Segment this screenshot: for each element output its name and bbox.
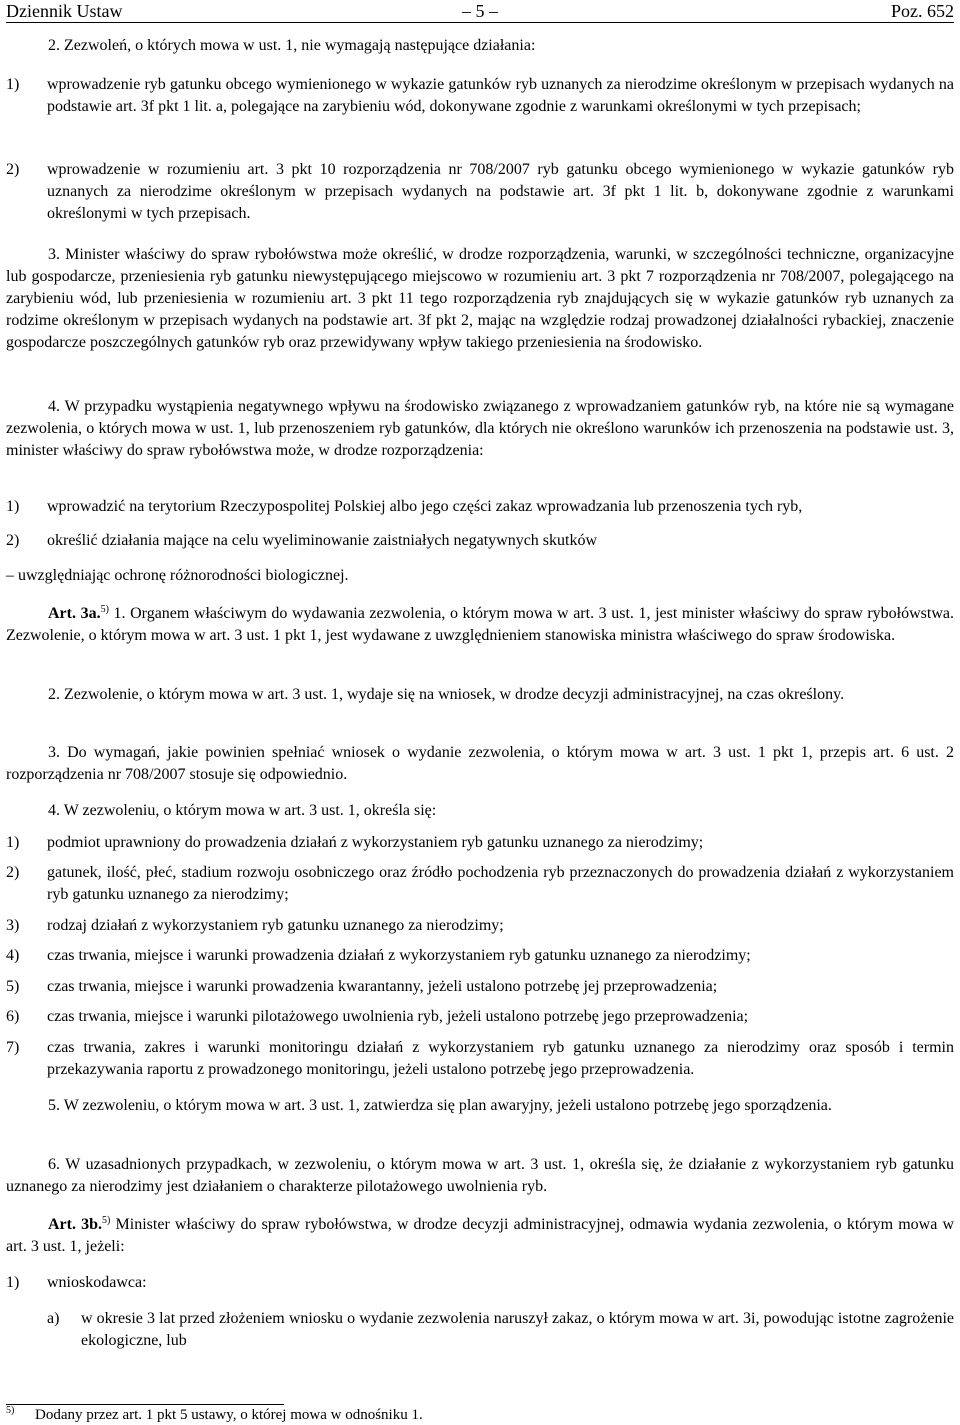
footnote-number: 5) [6,1405,15,1416]
footnote-text: Dodany przez art. 1 pkt 5 ustawy, o której mowa w odnośniku 1. [35,1407,423,1423]
journal-title: Dziennik Ustaw [6,1,123,21]
list-item: 6) czas trwania, miejsce i warunki pilotażowego uwolnienia ryb, jeżeli ustalono potrzebę jego przeprowadzenia; [6,1008,749,1025]
footnote-ref: 5) [102,1215,111,1226]
article-label: Art. 3a. [48,605,101,622]
article-3a-paragraph-1: Art. 3a.$^{5)}$ 1. Organem właściwym do wydawania zezwolenia, o którym mowa w art. 3 ust. 1, jest minister właściwy do spraw rybołówstwa. Zezwolenie, o którym mowa w art. 3 ust. 1 pkt 1, jest wydawane z uwzględnieniem stanowiska ministra właściwego do spraw środowiska. [6,604,954,644]
paragraph-3: 3. Minister właściwy do spraw rybołówstwa może określić, w drodze rozporządzenia, warunki, w szczególności techniczne, organizacyjne lub gospodarcze, przeniesienia ryb gatunku niewystępującego miejscowo w rozumieniu art. 3 pkt 7 rozporządzenia nr 708/2007, polegającego na zarybieniu wód, lub przeniesienia w rozumieniu art. 3 pkt 11 tego rozporządzenia ryb znajdujących się w wykazie gatunków ryb uznanych za rodzime określonym w przepisach wydanych na podstawie art. 3f pkt 2, mając na względzie rodzaj prowadzonej działalności rybackiej, znaczenie gospodarcze poszczególnych gatunków ryb oraz przewidywany wpływ takiego przeniesienia na środowisko. [6,246,954,351]
list-item: 2) określić działania mające na celu wyeliminowanie zaistniałych negatywnych skutków [6,532,598,549]
article-3a-paragraph-6: 6. W uzasadnionych przypadkach, w zezwoleniu, o którym mowa w art. 3 ust. 1, określa się, że działanie z wykorzystaniem ryb gatunku uznanego za nierodzimy jest działaniem o charakterze pilotażowego uwolnienia ryb. [6,1156,954,1195]
list-item: 1) wnioskodawca: [6,1274,147,1291]
list-item: 2) gatunek, ilość, płeć, stadium rozwoju osobniczego oraz źródło pochodzenia ryb przeznaczonych do prowadzenia działań z wykorzystaniem ryb gatunku uznanego za nierodzimy; [6,864,954,903]
sub-list-item: a) w okresie 3 lat przed złożeniem wniosku o wydanie zezwolenia naruszył zakaz, o którym mowa w art. 3i, powodując istotne zagrożenie ekologiczne, lub [47,1310,954,1349]
article-3b: Art. 3b.$^{5)}$ Minister właściwy do spraw rybołówstwa, w drodze decyzji administracyjnej, odmawia wydania zezwolenia, o którym mowa w art. 3 ust. 1, jeżeli: [6,1215,954,1255]
article-3a-paragraph-5: 5. W zezwoleniu, o którym mowa w art. 3 ust. 1, zatwierdza się plan awaryjny, jeżeli ustalono potrzebę jego sporządzenia. [48,1097,832,1114]
article-label: Art. 3b. [48,1216,103,1233]
list-item: 4) czas trwania, miejsce i warunki prowadzenia działań z wykorzystaniem ryb gatunku uznanego za nierodzimy; [6,947,751,964]
paragraph-4: 4. W przypadku wystąpienia negatywnego wpływu na środowisko związanego z wprowadzaniem gatunków ryb, na które nie są wymagane zezwolenia, o których mowa w ust. 1, lub przenoszeniem ryb gatunków, dla których nie określono warunków ich przenoszenia na podstawie ust. 3, minister właściwy do spraw rybołówstwa może, w drodze rozporządzenia: [6,398,954,459]
article-3a-paragraph-3: 3. Do wymagań, jakie powinien spełniać wniosek o wydanie zezwolenia, o którym mowa w art. 3 ust. 1 pkt 1, przepis art. 6 ust. 2 rozporządzenia nr 708/2007 stosuje się odpowiednio. [6,744,954,783]
position-number: Poz. 652 [891,1,954,21]
page-number: – 5 – [462,1,498,21]
paragraph-2-intro: 2. Zezwoleń, o których mowa w ust. 1, nie wymagają następujące działania: [48,37,536,54]
footnote-ref: 5) [100,604,109,615]
list-item: 3) rodzaj działań z wykorzystaniem ryb gatunku uznanego za nierodzimy; [6,917,504,934]
page-header [6,0,954,23]
list-item: 7) czas trwania, zakres i warunki monitoringu działań z wykorzystaniem ryb gatunku uznanego za nierodzimy oraz sposób i termin przekazywania raportu z prowadzonego monitoringu, jeżeli ustalono potrzebę jego przeprowadzenia. [6,1039,954,1078]
paragraph-4-closing: – uwzględniając ochronę różnorodności biologicznej. [6,567,349,584]
list-item: 1) wprowadzić na terytorium Rzeczypospolitej Polskiej albo jego części zakaz wprowadzania lub przenoszenia tych ryb, [6,498,803,515]
list-item: 1) wprowadzenie ryb gatunku obcego wymienionego w wykazie gatunków ryb uznanych za nierodzime określonym w przepisach wydanych na podstawie art. 3f pkt 1 lit. a, polegające na zarybieniu wód, dokonywane zgodnie z warunkami określonymi w tych przepisach; [6,76,954,115]
list-item: 2) wprowadzenie w rozumieniu art. 3 pkt 10 rozporządzenia nr 708/2007 ryb gatunku obcego wymienionego w wykazie gatunków ryb uznanych za nierodzime określonym w przepisach wydanych na podstawie art. 3f pkt 1 lit. b, dokonywane zgodnie z warunkami określonymi w tych przepisach. [6,161,954,222]
list-item: 1) podmiot uprawniony do prowadzenia działań z wykorzystaniem ryb gatunku uznanego za nierodzimy; [6,834,704,851]
list-item: 5) czas trwania, miejsce i warunki prowadzenia kwarantanny, jeżeli ustalono potrzebę jej przeprowadzenia; [6,978,718,995]
article-3a-paragraph-2: 2. Zezwolenie, o którym mowa w art. 3 ust. 1, wydaje się na wniosek, w drodze decyzji administracyjnej, na czas określony. [48,686,845,703]
article-3a-paragraph-4: 4. W zezwoleniu, o którym mowa w art. 3 ust. 1, określa się: [48,802,437,819]
